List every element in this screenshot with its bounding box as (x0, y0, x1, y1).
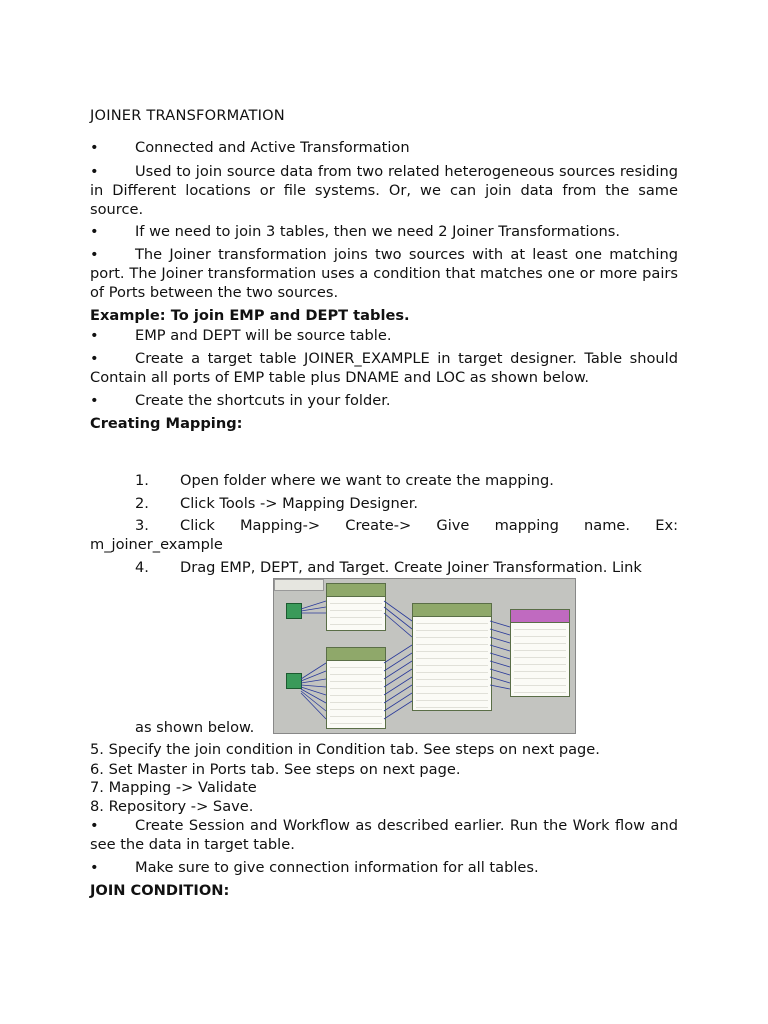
step-line: 7. Mapping -> Validate (90, 779, 257, 796)
bullet-glyph: • (90, 246, 99, 263)
bullet-item (90, 816, 678, 854)
bullet-text: The Joiner transformation joins two sources with at least one matching port. The Joiner transformation uses a condition that matches one or more pairs of Ports between the two sources. (90, 246, 678, 301)
bullet-text: Used to join source data from two related heterogeneous sources residing in Different locations or file systems. Or, we can join data from the same source. (90, 163, 678, 218)
step-line: 5. Specify the join condition in Condition tab. See steps on next page. (90, 741, 600, 758)
step-text: Click Tools -> Mapping Designer. (180, 495, 419, 512)
step-item (90, 516, 678, 554)
bullet-glyph: • (90, 817, 99, 834)
step-text: Open folder where we want to create the mapping. (180, 472, 554, 489)
step-item (90, 494, 678, 513)
bullet-glyph: • (90, 327, 99, 344)
step-number: 2. (135, 495, 149, 512)
step-number: 3. (135, 517, 149, 534)
bullet-text: Create a target table JOINER_EXAMPLE in target designer. Table should Contain all ports of EMP table plus DNAME and LOC as shown below. (90, 350, 678, 386)
bullet-item (90, 245, 678, 302)
step-number: 4. (135, 559, 149, 576)
step-line: 6. Set Master in Ports tab. See steps on next page. (90, 761, 461, 778)
step-text: Click Mapping-> Create-> Give mapping name. Ex: m_joiner_example (90, 517, 678, 553)
mapping-heading: Creating Mapping: (90, 415, 243, 432)
bullet-glyph: • (90, 139, 99, 156)
bullet-item (90, 138, 678, 157)
bullet-item (90, 222, 678, 241)
bullet-item (90, 391, 678, 410)
step-number: 1. (135, 472, 149, 489)
join-condition-heading: JOIN CONDITION: (90, 882, 230, 899)
step-continuation (90, 718, 678, 737)
step-line: 8. Repository -> Save. (90, 798, 254, 815)
bullet-glyph: • (90, 350, 99, 367)
step-text: Drag EMP, DEPT, and Target. Create Joiner Transformation. Link (180, 559, 642, 576)
bullet-item (90, 858, 678, 877)
bullet-text: Create Session and Workflow as described earlier. Run the Work flow and see the data in target table. (90, 817, 678, 853)
link-lines (274, 579, 575, 733)
bullet-text: Create the shortcuts in your folder. (135, 392, 391, 409)
step-text: as shown below. (135, 719, 255, 736)
bullet-glyph: • (90, 223, 99, 240)
page-title: JOINER TRANSFORMATION (90, 107, 285, 124)
bullet-text: If we need to join 3 tables, then we need 2 Joiner Transformations. (135, 223, 621, 240)
step-item (90, 471, 678, 490)
bullet-glyph: • (90, 163, 99, 180)
bullet-text: EMP and DEPT will be source table. (135, 327, 392, 344)
bullet-text: Connected and Active Transformation (135, 139, 410, 156)
bullet-glyph: • (90, 392, 99, 409)
example-heading: Example: To join EMP and DEPT tables. (90, 307, 410, 324)
bullet-glyph: • (90, 859, 99, 876)
bullet-item (90, 326, 678, 345)
mapping-diagram-image (273, 578, 576, 734)
bullet-item (90, 162, 678, 219)
bullet-item (90, 349, 678, 387)
bullet-text: Make sure to give connection information for all tables. (135, 859, 539, 876)
step-item (90, 558, 678, 577)
